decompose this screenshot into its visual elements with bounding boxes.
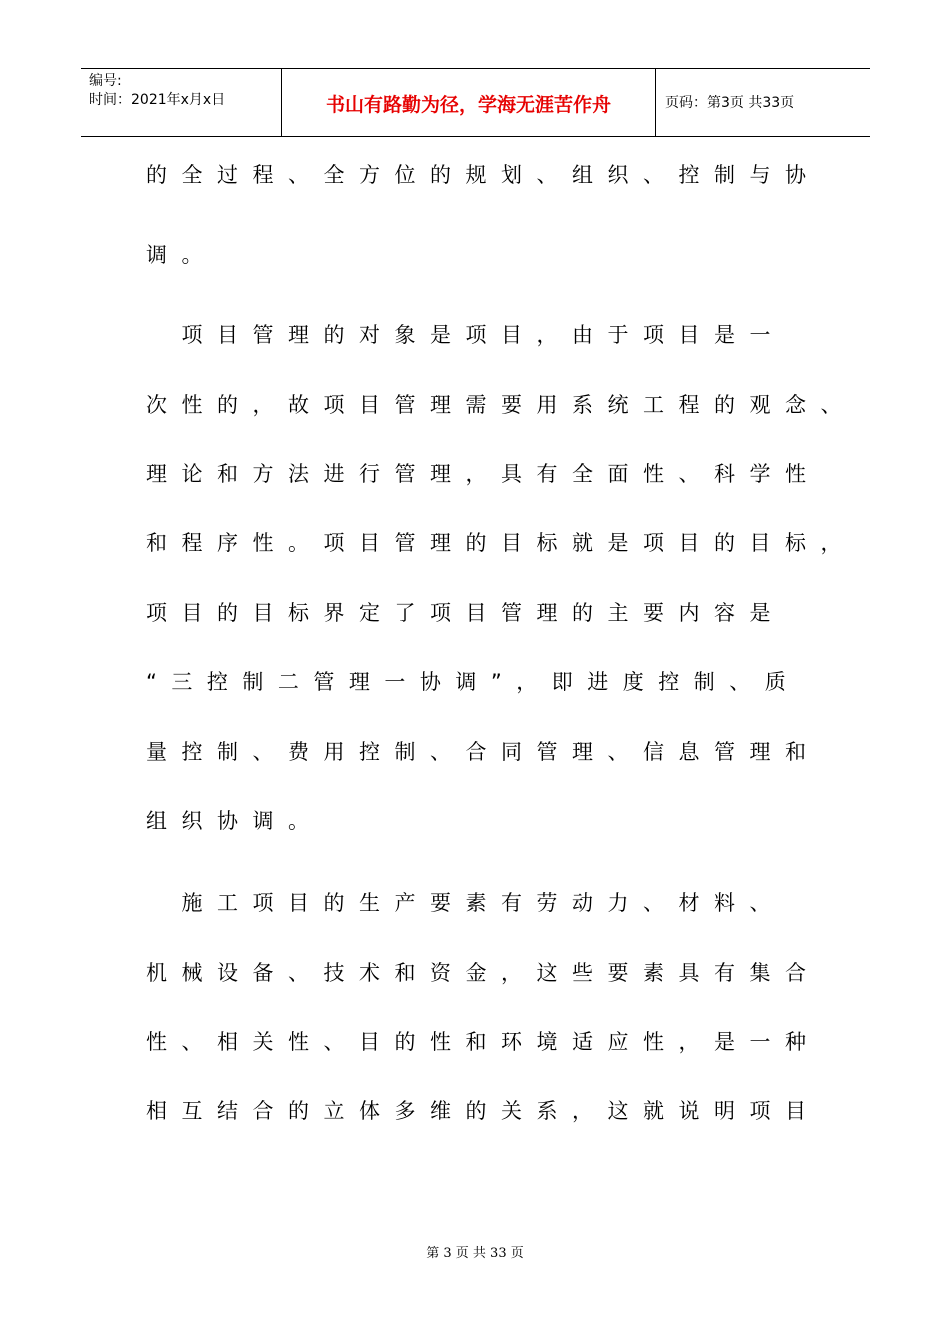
body-line: 性、相关性、目的性和环境适应性，是一种 xyxy=(146,1030,821,1054)
body-line: 和程序性。项目管理的目标就是项目的目标， xyxy=(146,531,856,555)
header-page-cell xyxy=(655,69,870,136)
body-line: 项目管理的对象是项目，由于项目是一 xyxy=(146,323,785,347)
body-line: 机械设备、技术和资金，这些要素具有集合 xyxy=(146,961,821,985)
body-line: 项目的目标界定了项目管理的主要内容是 xyxy=(146,601,785,625)
header-motto: 书山有路勤为径，学海无涯苦作舟 xyxy=(325,94,611,116)
header-motto-cell xyxy=(281,69,656,136)
header-page-code: 页码：第3页 共33页 xyxy=(665,95,795,111)
body-line: 的全过程、全方位的规划、组织、控制与协 xyxy=(146,163,821,187)
body-line: 组织协调。 xyxy=(146,809,324,833)
body-line: “三控制二管理一协调”，即进度控制、质 xyxy=(146,670,801,694)
body-line: 次性的，故项目管理需要用系统工程的观念、 xyxy=(146,393,856,417)
body-line: 量控制、费用控制、合同管理、信息管理和 xyxy=(146,740,821,764)
page-footer: 第 3 页 共 33 页 xyxy=(426,1246,524,1261)
document-time-label: 时间：2021年x月x日 xyxy=(89,92,226,108)
body-line: 理论和方法进行管理，具有全面性、科学性 xyxy=(146,462,821,486)
body-line: 相互结合的立体多维的关系，这就说明项目 xyxy=(146,1099,821,1123)
body-line: 施工项目的生产要素有劳动力、材料、 xyxy=(146,891,785,915)
header-meta-cell xyxy=(81,69,281,136)
page-header xyxy=(81,68,870,137)
body-line: 调。 xyxy=(146,243,217,267)
document-number-label: 编号: xyxy=(89,73,122,89)
